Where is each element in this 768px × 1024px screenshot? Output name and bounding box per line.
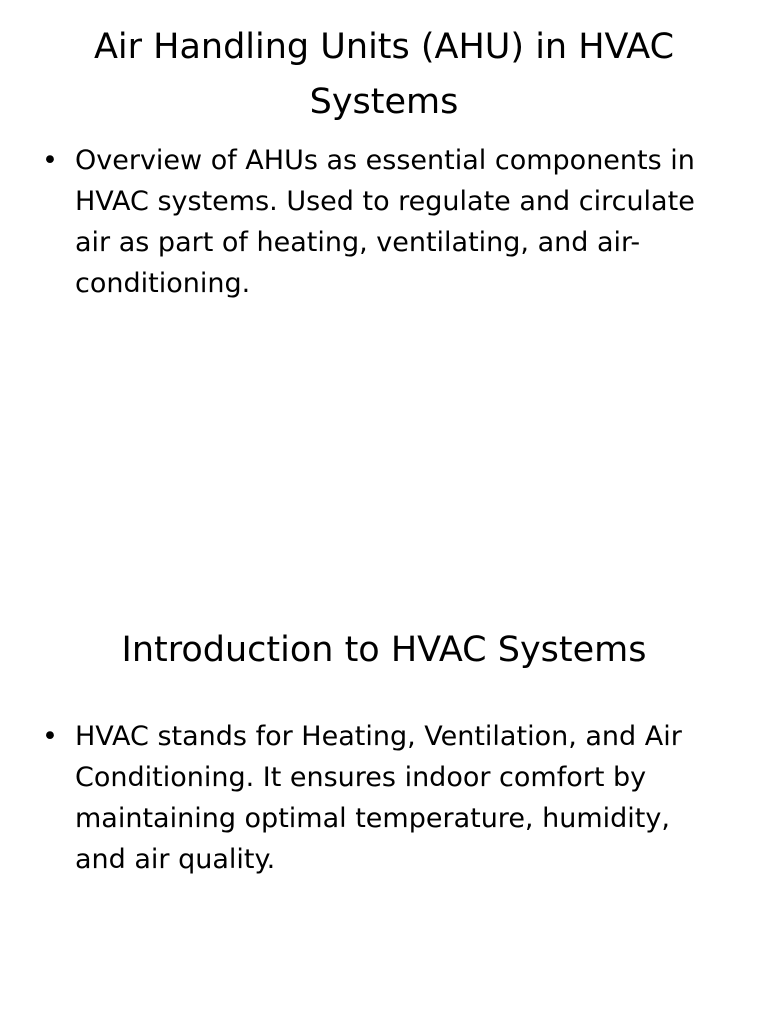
bullet-item (40, 716, 720, 880)
slide-title: Air Handling Units (AHU) in HVAC Systems (93, 27, 675, 122)
bullet-list (40, 140, 720, 304)
bullet-list (40, 716, 720, 880)
bullet-text: Overview of AHUs as essential components in HVAC systems. Used to regulate and circulate air as part of heating, ventilating, and air-conditioning. (75, 145, 695, 299)
bullet-dot-icon: • (42, 145, 58, 176)
bullet-item (40, 140, 720, 304)
bullet-text: HVAC stands for Heating, Ventilation, and Air Conditioning. It ensures indoor comfort by maintaining optimal temperature, humidity, and air quality. (75, 721, 682, 875)
slide-title: Introduction to HVAC Systems (121, 630, 647, 670)
bullet-dot-icon: • (42, 721, 58, 752)
slide-2 (0, 512, 768, 1024)
